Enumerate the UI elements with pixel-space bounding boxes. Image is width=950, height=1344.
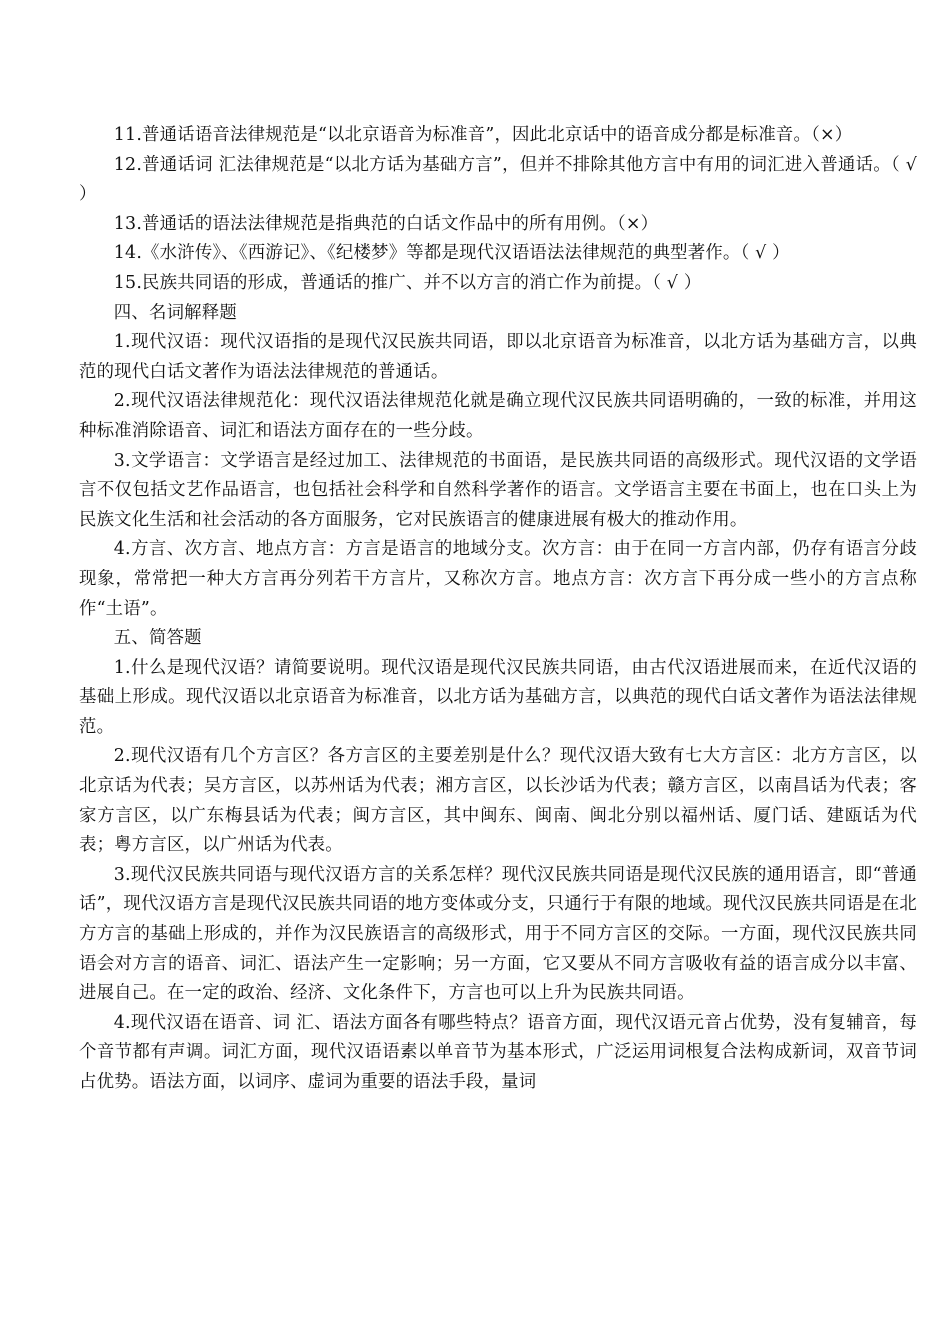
paragraph-answer-4: 4.现代汉语在语音、词 汇、语法方面各有哪些特点？语音方面，现代汉语元音占优势，没有复辅音，每个音节都有声调。词汇方面，现代汉语语素以单音节为基本形式，广泛运用词根复合法构成新词，双音节词占优势。语法方面，以词序、虚词为重要的语法手段，量词 [79, 1012, 917, 1092]
paragraph-answer-1: 1.什么是现代汉语？请简要说明。现代汉语是现代汉民族共同语，由古代汉语进展而来，在近代汉语的基础上形成。现代汉语以北京语音为标准音，以北方话为基础方言，以典范的现代白话文著作为语法法律规范。 [79, 657, 917, 737]
paragraph-true-false-15: 15.民族共同语的形成，普通话的推广、并不以方言的消亡作为前提。（ √ ） [113, 272, 702, 293]
paragraph-term-1: 1.现代汉语：现代汉语指的是现代汉民族共同语，即以北京语音为标准音，以北方话为基础方言，以典范的现代白话文著作为语法法律规范的普通话。 [79, 332, 917, 382]
section-heading-short-answer: 五、简答题 [113, 628, 202, 649]
paragraph-true-false-12: 12.普通话词 汇法律规范是“以北方话为基础方言”，但并不排除其他方言中有用的词汇进入普通话。（ √ ） [79, 154, 917, 205]
section-heading-term-explanation: 四、名词解释题 [113, 302, 237, 323]
paragraph-answer-3: 3.现代汉民族共同语与现代汉语方言的关系怎样？现代汉民族共同语是现代汉民族的通用语言，即“普通话”，现代汉语方言是现代汉民族共同语的地方变体或分支，只通行于有限的地域。现代汉民族共同语是在北方方言的基础上形成的，并作为汉民族语言的高级形式，用于不同方言区的交际。一方面，现代汉民族共同语会对方言的语音、词汇、语法产生一定影响；另一方面，它又要从不同方言吸收有益的语言成分以丰富、进展自己。在一定的政治、经济、文化条件下，方言也可以上升为民族共同语。 [79, 864, 917, 1004]
paragraph-answer-2: 2.现代汉语有几个方言区？各方言区的主要差别是什么？现代汉语大致有七大方言区：北方方言区，以北京话为代表；吴方言区，以苏州话为代表；湘方言区，以长沙话为代表；赣方言区，以南昌话为代表；客家方言区，以广东梅县话为代表；闽方言区，其中闽东、闽南、闽北分别以福州话、厦门话、建瓯话为代表；粤方言区，以广州话为代表。 [79, 746, 917, 856]
paragraph-term-2: 2.现代汉语法律规范化：现代汉语法律规范化就是确立现代汉民族共同语明确的，一致的标准，并用这种标准消除语音、词汇和语法方面存在的一些分歧。 [79, 391, 917, 441]
paragraph-true-false-11: 11.普通话语音法律规范是“以北京语音为标准音”，因此北京话中的语音成分都是标准音。（×） [113, 125, 853, 145]
paragraph-true-false-13: 13.普通话的语法法律规范是指典范的白话文作品中的所有用例。（×） [113, 213, 659, 234]
paragraph-term-3: 3.文学语言：文学语言是经过加工、法律规范的书面语，是民族共同语的高级形式。现代汉语的文学语言不仅包括文艺作品语言，也包括社会科学和自然科学著作的语言。文学语言主要在书面上，也在口头上为民族文化生活和社会活动的各方面服务，它对民族语言的健康进展有极大的推动作用。 [79, 450, 917, 530]
paragraph-term-4: 4.方言、次方言、地点方言：方言是语言的地域分支。次方言：由于在同一方言内部，仍存有语言分歧现象，常常把一种大方言再分列若干方言片，又称次方言。地点方言：次方言下再分成一些小的方言点称作“土语”。 [79, 539, 917, 619]
paragraph-true-false-14: 14.《水浒传》、《西游记》、《纪楼梦》等都是现代汉语语法法律规范的典型著作。（ √ ） [113, 243, 790, 264]
document-body [79, 121, 917, 1098]
